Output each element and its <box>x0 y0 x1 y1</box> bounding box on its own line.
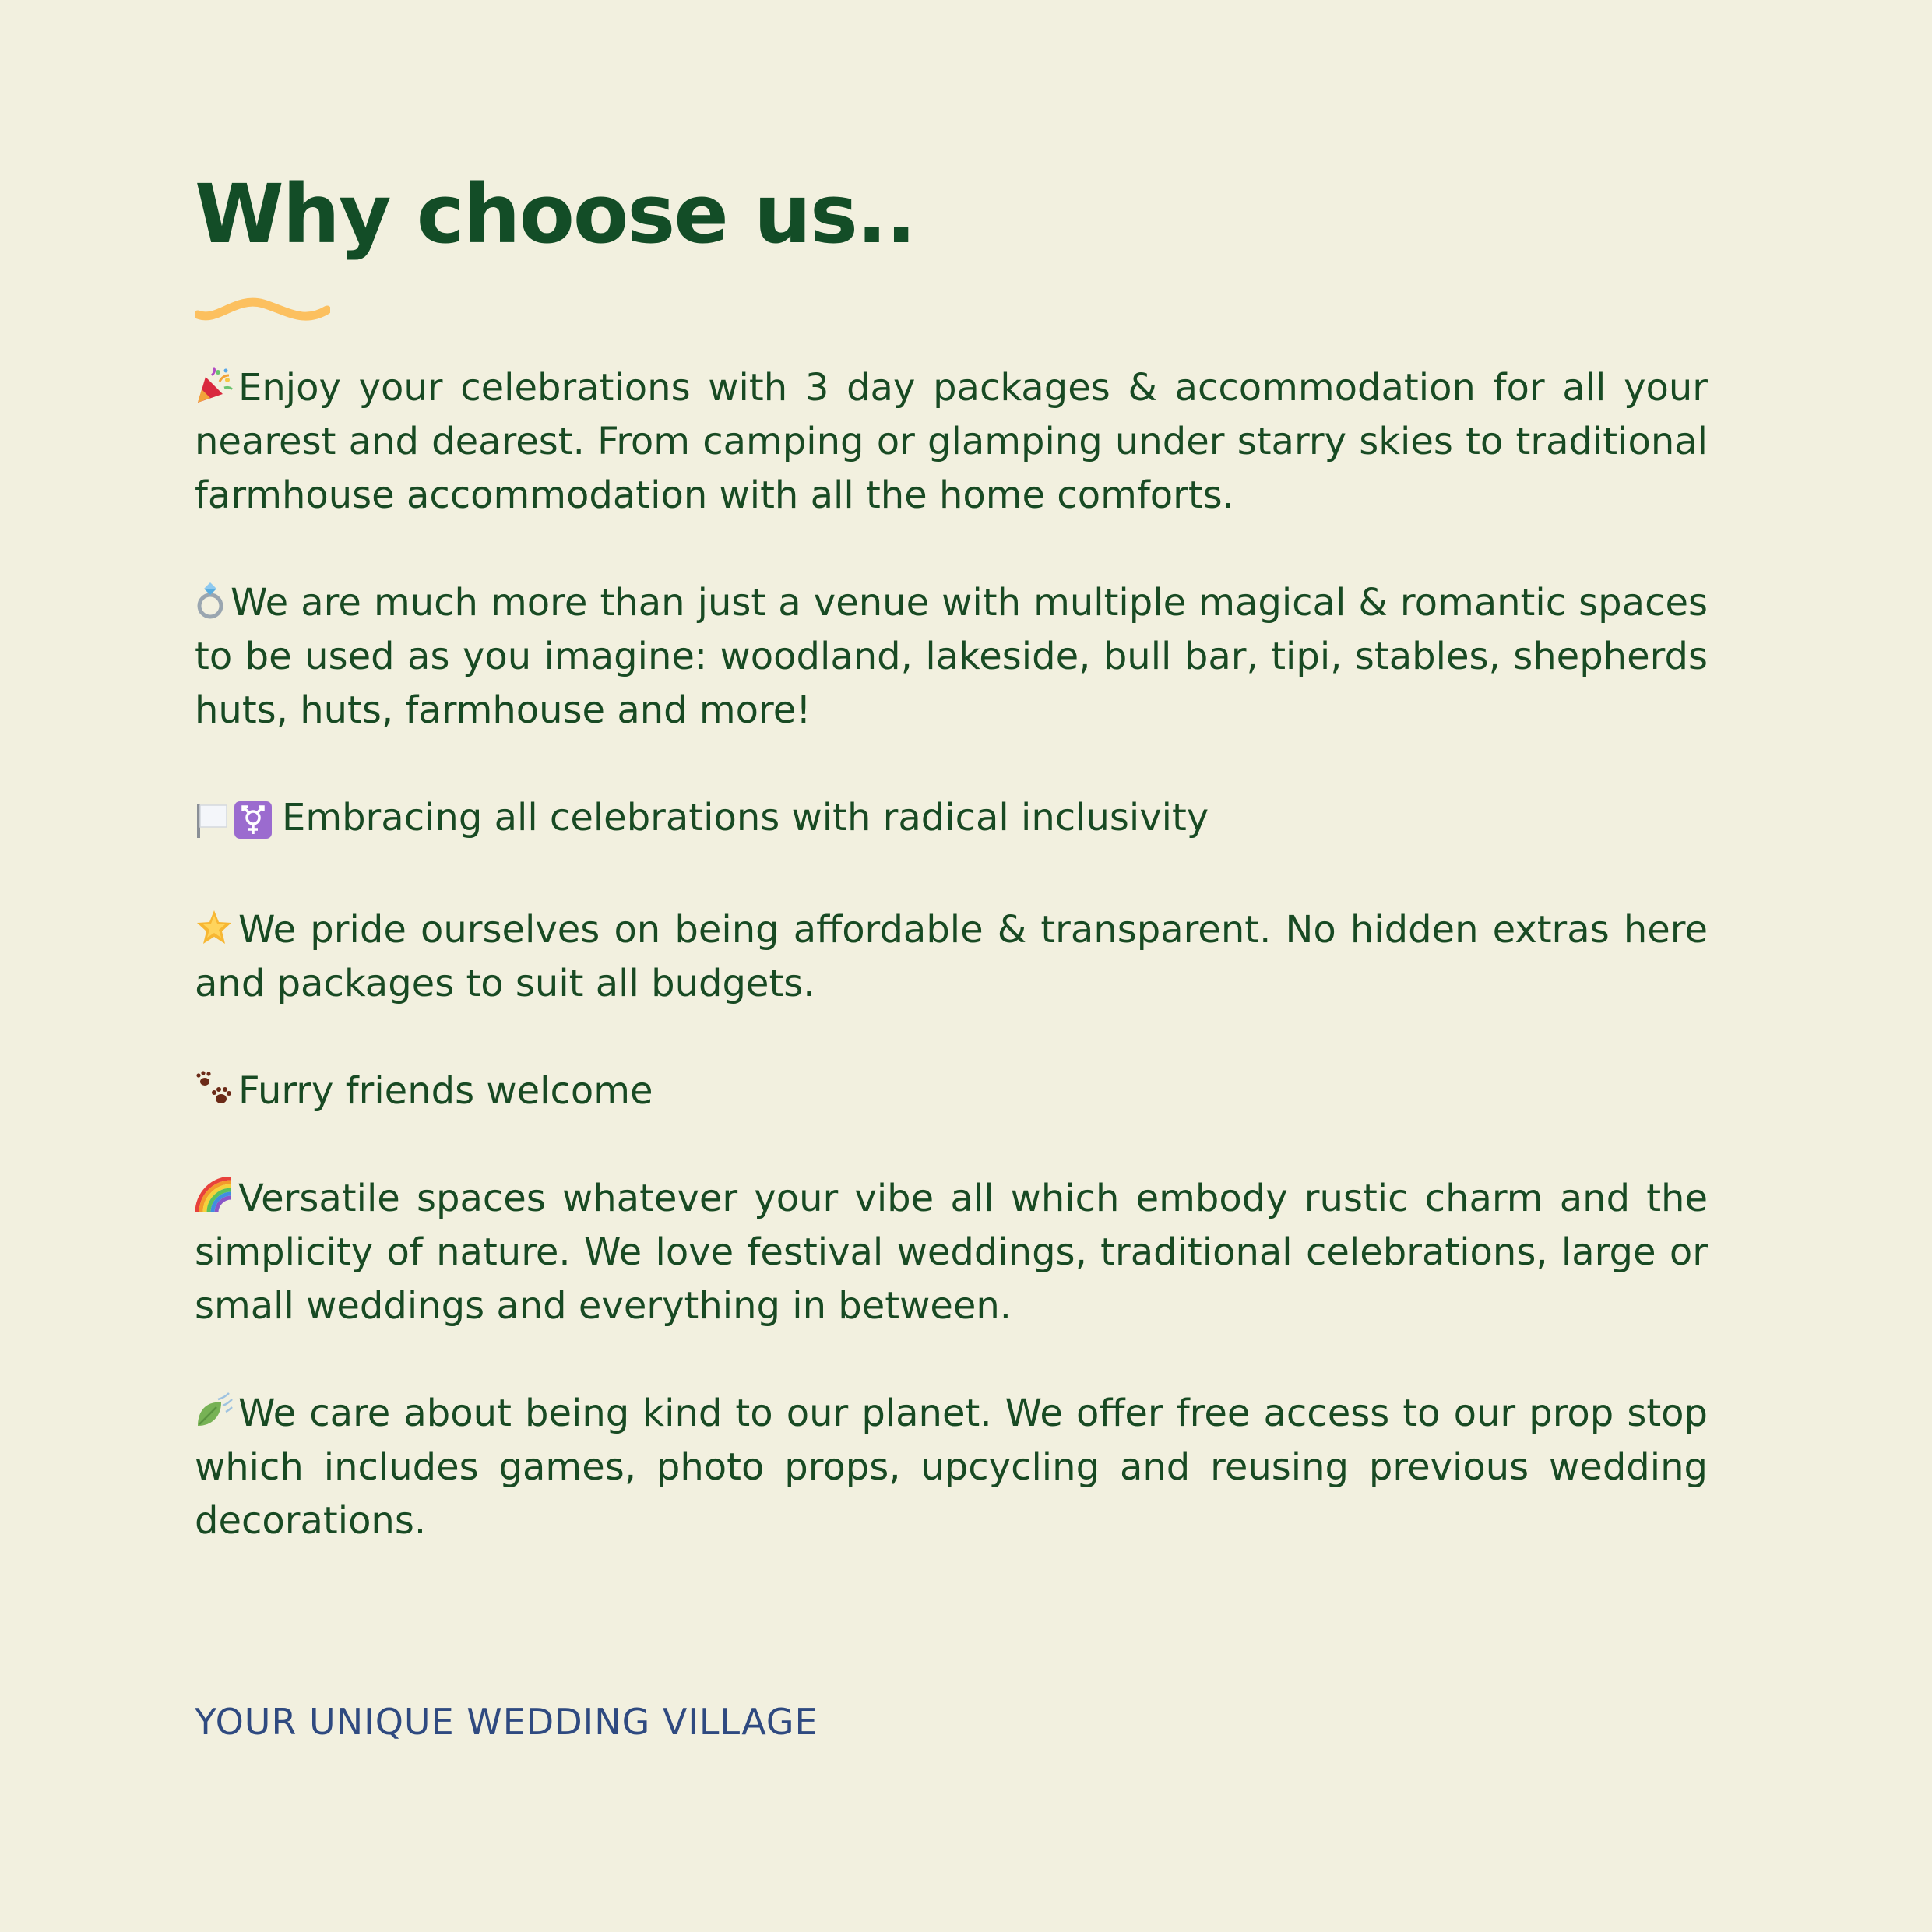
reason-text: Versatile spaces whatever your vibe all which embody rustic charm and the simplicity of nature. We love festival weddings, traditional celebrations, large or small weddings and everything in between. <box>195 1177 1708 1328</box>
reason-item-planet <box>195 1387 1708 1548</box>
tagline: YOUR UNIQUE WEDDING VILLAGE <box>195 1701 818 1743</box>
ring-icon <box>195 581 226 620</box>
reason-text: Furry friends welcome <box>238 1069 653 1113</box>
white-flag-icon <box>195 801 229 839</box>
glowing-star-icon <box>195 908 234 947</box>
reason-item-celebrations <box>195 361 1708 523</box>
icon-group <box>195 796 277 850</box>
reason-item-spaces <box>195 576 1708 737</box>
reason-item-inclusivity <box>195 791 1708 850</box>
reason-text: We care about being kind to our planet. We offer free access to our prop stop which includes games, photo props, upcycling and reusing previous wedding decorations. <box>195 1392 1708 1543</box>
reason-item-pets <box>195 1065 1708 1118</box>
wavy-divider <box>195 291 330 326</box>
reason-text: We pride ourselves on being affordable & transparent. No hidden extras here and packages to suit all budgets. <box>195 908 1708 1005</box>
party-popper-icon <box>195 366 234 405</box>
leaf-fluttering-icon <box>195 1392 234 1431</box>
reason-text: Enjoy your celebrations with 3 day packages & accommodation for all your nearest and dearest. From camping or glamping under starry skies to traditional farmhouse accommodation with all the home comforts. <box>195 366 1708 517</box>
transgender-symbol-icon <box>234 801 273 839</box>
reason-text: Embracing all celebrations with radical inclusivity <box>282 796 1209 839</box>
reason-item-affordable <box>195 903 1708 1011</box>
reason-text: We are much more than just a venue with multiple magical & romantic spaces to be used as you imagine: woodland, lakeside, bull bar, tipi, stables, shepherds huts, huts, farmhouse and more! <box>195 581 1708 732</box>
reasons-list <box>195 361 1708 1548</box>
why-choose-us-section <box>195 164 1708 1602</box>
paw-prints-icon <box>195 1069 234 1108</box>
rainbow-icon <box>195 1177 234 1216</box>
page-title: Why choose us.. <box>195 167 915 262</box>
reason-item-versatile <box>195 1172 1708 1333</box>
